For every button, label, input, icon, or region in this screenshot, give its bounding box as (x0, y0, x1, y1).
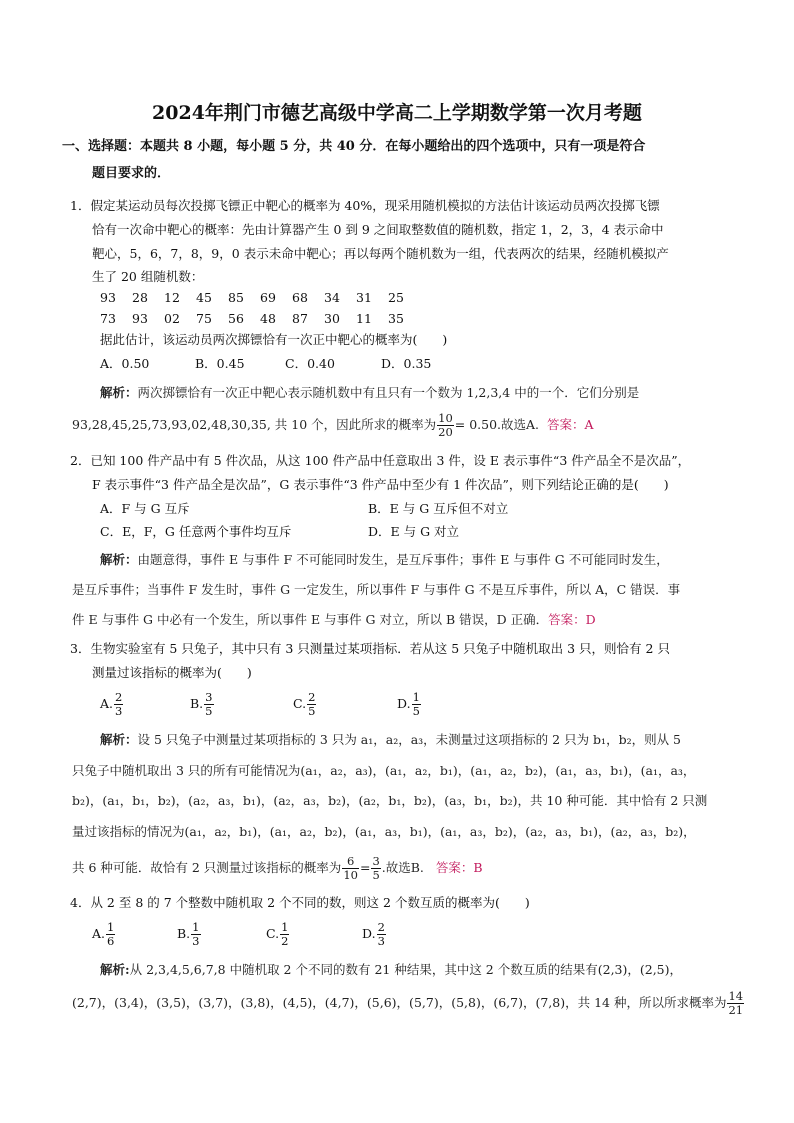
fraction: $\frac{3}{5}$ (372, 854, 380, 882)
q1-solution-line2 (72, 410, 594, 440)
q4-option-a: A. $\frac{1}{6}$ (92, 920, 115, 948)
q1-question: 据此估计，该运动员两次掷镖恰有一次正中靶心的概率为( ) (100, 332, 448, 347)
q3-option-c: C. $\frac{2}{5}$ (293, 690, 316, 718)
q2-solution-line3 (72, 610, 596, 630)
solution-label: 解析： (100, 385, 138, 400)
q1-option-b: B．0.45 (195, 356, 245, 371)
fraction: $\frac{1}{2}$ (281, 920, 289, 948)
q1-stem-line2: 恰有一次命中靶心的概率：先由计算器产生 0 到 9 之间取整数值的随机数，指定 1，2，3，4 表示命中 (92, 222, 664, 237)
q3-solution-line4: 量过该指标的情况为(a₁，a₂，b₁)，(a₁，a₂，b₂)，(a₁，a₃，b₁)，(a₁，a₃，b₂)，(a₂，a₃，b₁)，(a₂，a₃，b₂)， (72, 824, 696, 839)
fraction: $\frac{14}{21}$ (728, 989, 744, 1017)
solution-text: .故选B. (381, 860, 424, 875)
q3-solution-line1 (100, 730, 681, 750)
fraction: $\frac{1}{5}$ (412, 690, 420, 718)
solution-text: (2,7)，(3,4)，(3,5)，(3,7)，(3,8)，(4,5)，(4,7)，(5,6)，(5,7)，(5,8)，(6,7)，(7,8)，共 14 种，所以所求概率为 (72, 995, 727, 1010)
q3-option-a: A. $\frac{2}{3}$ (100, 690, 123, 718)
solution-label: 解析： (100, 732, 138, 747)
page-title: 2024年荆门市德艺高级中学高二上学期数学第一次月考题 (152, 102, 642, 124)
random-number: 85 (228, 290, 244, 305)
q3-option-d: D. $\frac{1}{5}$ (397, 690, 420, 718)
q2-stem-line2: F 表示事件“3 件产品全是次品”，G 表示事件“3 件产品中至少有 1 件次品”，则下列结论正确的是( ) (92, 477, 669, 492)
q4-solution-line1 (100, 960, 682, 980)
solution-label: 解析: (100, 962, 130, 977)
q3-stem-line2: 测量过该指标的概率为( ) (92, 665, 252, 680)
q2-solution-line1 (100, 550, 669, 570)
answer: 答案：D (548, 612, 596, 627)
random-number: 48 (260, 311, 276, 326)
q1-stem-line1: 1．假定某运动员每次投掷飞镖正中靶心的概率为 40%，现采用随机模拟的方法估计该运动员两次投掷飞镖 (70, 198, 660, 213)
fraction: $\frac{2}{5}$ (308, 690, 316, 718)
section-heading-line2: 题目要求的． (92, 166, 171, 181)
q3-solution-line3: b₂)，(a₁，b₁，b₂)，(a₂，a₃，b₁)，(a₂，a₃，b₂)，(a₂，b₁，b₂)，(a₃，b₁，b₂)，共 10 种可能．其中恰有 2 只测 (72, 793, 708, 808)
solution-text: 件 E 与事件 G 中必有一个发生，所以事件 E 与事件 G 对立，所以 B 错误，D 正确． (72, 612, 549, 627)
q2-option-b: B．E 与 G 互斥但不对立 (368, 501, 509, 516)
random-number: 45 (196, 290, 212, 305)
solution-text: = 0.50.故选A. (454, 417, 540, 432)
fraction: $\frac{10}{20}$ (438, 411, 453, 439)
q3-stem-line1: 3．生物实验室有 5 只兔子，其中只有 3 只测量过某项指标．若从这 5 只兔子中随机取出 3 只，则恰有 2 只 (70, 641, 670, 656)
q1-random-row1 (100, 288, 420, 308)
solution-text: 两次掷镖恰有一次正中靶心表示随机数中有且只有一个数为 1,2,3,4 中的一个．它们分别是 (137, 385, 640, 400)
q2-option-d: D．E 与 G 对立 (368, 524, 460, 539)
fraction: $\frac{1}{3}$ (192, 920, 200, 948)
q3-solution-line2: 只兔子中随机取出 3 只的所有可能情况为(a₁，a₂，a₃)，(a₁，a₂，b₁)，(a₁，a₂，b₂)，(a₁，a₃，b₁)，(a₁，a₃， (72, 763, 696, 778)
q1-stem-line4: 生了 20 组随机数： (92, 269, 204, 284)
fraction: $\frac{2}{3}$ (377, 920, 385, 948)
q3-option-b: B. $\frac{3}{5}$ (190, 690, 213, 718)
random-number: 56 (228, 311, 244, 326)
q1-solution-line1 (100, 383, 639, 403)
q4-option-c: C. $\frac{1}{2}$ (266, 920, 289, 948)
random-number: 02 (164, 311, 180, 326)
random-number: 93 (132, 311, 148, 326)
section-heading-line1: 一、选择题：本题共 8 小题，每小题 5 分，共 40 分．在每小题给出的四个选项中，只有一项是符合 (62, 139, 646, 154)
q1-option-c: C．0.40 (285, 356, 335, 371)
q4-solution-line2 (72, 988, 745, 1018)
solution-text: 93,28,45,25,73,93,02,48,30,35, 共 10 个，因此所求的概率为 (72, 417, 437, 432)
random-number: 31 (356, 290, 372, 305)
q1-random-row2 (100, 309, 420, 329)
random-number: 34 (324, 290, 340, 305)
random-number: 12 (164, 290, 180, 305)
random-number: 93 (100, 290, 116, 305)
solution-text: 从 2,3,4,5,6,7,8 中随机取 2 个不同的数有 21 种结果，其中这 2 个数互质的结果有(2,3)，(2,5)， (129, 962, 683, 977)
q4-option-b: B. $\frac{1}{3}$ (177, 920, 200, 948)
random-number: 68 (292, 290, 308, 305)
q2-stem-line1: 2．已知 100 件产品中有 5 件次品，从这 100 件产品中任意取出 3 件，设 E 表示事件“3 件产品全不是次品”， (70, 453, 691, 468)
solution-text: 由题意得，事件 E 与事件 F 不可能同时发生，是互斥事件；事件 E 与事件 G 不可能同时发生， (137, 552, 669, 567)
random-number: 75 (196, 311, 212, 326)
random-number: 35 (388, 311, 404, 326)
solution-text: 共 6 种可能．故恰有 2 只测量过该指标的概率为 (72, 860, 342, 875)
fraction: $\frac{1}{6}$ (107, 920, 115, 948)
solution-text: 设 5 只兔子中测量过某项指标的 3 只为 a₁，a₂，a₃，未测量过这项指标的 2 只为 b₁，b₂，则从 5 (137, 732, 682, 747)
random-number: 30 (324, 311, 340, 326)
q1-option-d: D．0.35 (381, 356, 432, 371)
q2-solution-line2: 是互斥事件；当事件 F 发生时，事件 G 一定发生，所以事件 F 与事件 G 不是互斥事件，所以 A，C 错误．事 (72, 582, 681, 597)
random-number: 87 (292, 311, 308, 326)
fraction: $\frac{6}{10}$ (343, 854, 358, 882)
q4-stem-line1: 4．从 2 至 8 的 7 个整数中随机取 2 个不同的数，则这 2 个数互质的概率为( ) (70, 895, 530, 910)
q2-option-a: A．F 与 G 互斥 (100, 501, 190, 516)
random-number: 28 (132, 290, 148, 305)
fraction: $\frac{3}{5}$ (205, 690, 213, 718)
random-number: 73 (100, 311, 116, 326)
random-number: 69 (260, 290, 276, 305)
q3-solution-line5: 共 6 种可能．故恰有 2 只测量过该指标的概率为 $\frac{6}{10}$ = $\frac{3}{5}$ .故选B. 答案：B (72, 854, 483, 882)
q1-option-a: A．0.50 (100, 356, 150, 371)
q2-option-c: C．E，F，G 任意两个事件均互斥 (100, 524, 292, 539)
solution-label: 解析： (100, 552, 138, 567)
random-number: 25 (388, 290, 404, 305)
q1-stem-line3: 靶心，5，6，7，8，9，0 表示未命中靶心；再以每两个随机数为一组，代表两次的结果，经随机模拟产 (92, 246, 669, 261)
q4-option-d: D. $\frac{2}{3}$ (362, 920, 385, 948)
answer: 答案：B (435, 860, 483, 875)
answer: 答案：A (546, 417, 594, 432)
fraction: $\frac{2}{3}$ (115, 690, 123, 718)
random-number: 11 (356, 311, 372, 326)
